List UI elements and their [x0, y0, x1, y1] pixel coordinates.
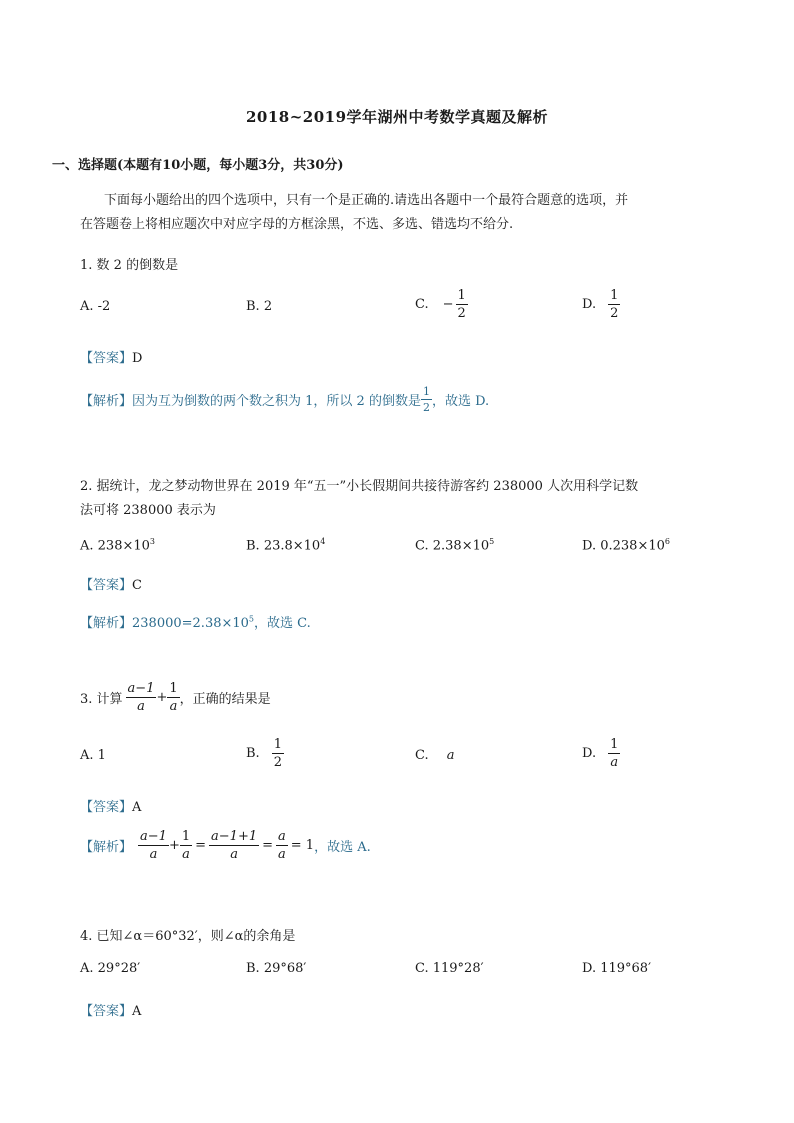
explain-tag: 【解析】: [80, 616, 133, 631]
q3-stem-fraction-2: [167, 682, 179, 713]
q3-explain-fraction-1: [138, 830, 169, 861]
q2-option-b-exponent: 4: [320, 537, 326, 546]
q3-option-b-label: B.: [246, 746, 260, 761]
q2-option-c[interactable]: [415, 537, 494, 553]
q3-explain-fraction-2-numerator: 1: [181, 829, 191, 844]
q3-explanation: [80, 830, 371, 861]
q2-option-d-exponent: 6: [664, 537, 670, 546]
q3-option-d-numerator: 1: [610, 737, 619, 752]
q2-explanation: [80, 612, 311, 631]
q2-explain-tail: ，故选 C.: [254, 616, 311, 631]
q3-stem-fraction-1-denominator: a: [137, 699, 145, 714]
question-4-stem: 4. 已知∠α＝60°32′，则∠α的余角是: [80, 929, 296, 944]
q3-stem-fraction-2-numerator: 1: [169, 681, 178, 696]
q3-answer: [80, 796, 141, 815]
q1-explain-text: 因为互为倒数的两个数之积为 1，所以 2 的倒数是: [132, 394, 421, 409]
q3-stem-plus: +: [156, 690, 168, 705]
q3-explain-fraction-3-denominator: a: [230, 847, 238, 862]
q2-option-b-base: B. 23.8×10: [246, 538, 321, 554]
q3-option-c[interactable]: [415, 748, 455, 763]
q2-option-c-base: C. 2.38×10: [415, 538, 490, 554]
q3-explain-plus: +: [168, 838, 180, 853]
q2-option-a-base: A. 238×10: [80, 538, 150, 554]
q2-explain-base: 238000=2.38×10: [132, 616, 249, 631]
q3-option-c-value: a: [446, 748, 455, 763]
q1-option-c-sign: −: [442, 297, 454, 312]
question-3-stem: [80, 682, 271, 713]
instructions-line-1: 下面每小题给出的四个选项中，只有一个是正确的.请选出各题中一个最符合题意的选项，并: [104, 193, 629, 208]
page-title: 2018~2019学年湖州中考数学真题及解析: [245, 108, 549, 126]
q3-explain-equals-2: =: [262, 838, 274, 853]
answer-tag: 【答案】: [80, 578, 133, 593]
q1-answer: [80, 347, 142, 366]
q2-option-c-exponent: 5: [489, 537, 495, 546]
q2-answer: [80, 574, 142, 593]
q2-option-d-base: D. 0.238×10: [582, 538, 665, 554]
q1-option-d-numerator: 1: [610, 288, 619, 303]
q3-explain-fraction-4-numerator: a: [278, 829, 286, 844]
q1-option-c-fraction: [456, 289, 468, 320]
q3-stem-fraction-2-denominator: a: [169, 699, 178, 714]
q1-option-d-fraction: [608, 289, 620, 320]
q1-option-a[interactable]: A. -2: [80, 299, 111, 314]
question-2-stem-line-2: 法可将 238000 表示为: [80, 503, 216, 518]
q1-explain-tail: ，故选 D.: [431, 394, 490, 409]
q2-option-a[interactable]: [80, 537, 155, 553]
q3-option-d-label: D.: [582, 746, 597, 761]
q2-option-b[interactable]: [246, 537, 325, 553]
answer-tag: 【答案】: [80, 1004, 133, 1019]
q3-answer-value: A: [132, 800, 142, 815]
q3-stem-fraction-1: [126, 682, 157, 713]
question-2-stem-line-1: 2. 据统计，龙之梦动物世界在 2019 年“五一”小长假期间共接待游客约 238000 人次用科学记数: [80, 479, 639, 494]
q3-option-b[interactable]: [246, 738, 284, 769]
q3-explain-fraction-4-denominator: a: [278, 847, 286, 862]
q1-explanation: [80, 386, 489, 413]
q4-option-d[interactable]: D. 119°68′: [582, 961, 652, 976]
q4-option-a[interactable]: A. 29°28′: [80, 961, 141, 976]
q1-option-c-denominator: 2: [457, 306, 466, 321]
q3-option-a[interactable]: A. 1: [80, 748, 106, 763]
q3-option-c-label: C.: [415, 748, 429, 763]
q1-option-c-label: C.: [415, 297, 429, 312]
q3-option-d-fraction: [608, 738, 620, 769]
q1-option-c-numerator: 1: [457, 288, 466, 303]
q1-option-c[interactable]: [415, 289, 468, 320]
q3-explain-fraction-3-numerator: a−1+1: [211, 829, 258, 844]
q1-explain-fraction: [421, 386, 432, 413]
q3-option-b-denominator: 2: [273, 755, 282, 770]
q3-explain-equals-1: =: [195, 838, 207, 853]
answer-tag: 【答案】: [80, 800, 133, 815]
question-1-stem: 1. 数 2 的倒数是: [80, 258, 179, 273]
q2-option-a-exponent: 3: [149, 537, 155, 546]
q4-option-c[interactable]: C. 119°28′: [415, 961, 484, 976]
q3-stem-suffix: ，正确的结果是: [179, 692, 271, 707]
q1-option-b[interactable]: B. 2: [246, 299, 273, 314]
q3-option-b-fraction: [272, 738, 284, 769]
q3-explain-fraction-4: [276, 830, 288, 861]
instructions-line-2: 在答题卷上将相应题次中对应字母的方框涂黑，不选、多选、错选均不给分.: [80, 217, 514, 232]
q3-explain-fraction-1-numerator: a−1: [140, 829, 167, 844]
explain-tag: 【解析】: [80, 394, 133, 409]
q3-option-b-numerator: 1: [273, 737, 282, 752]
q1-option-d[interactable]: [582, 289, 620, 320]
q1-option-d-label: D.: [582, 297, 597, 312]
q3-explain-tail: ，故选 A.: [314, 840, 371, 855]
q3-stem-prefix: 3. 计算: [80, 692, 123, 707]
q1-explain-denominator: 2: [422, 401, 430, 414]
q2-option-d[interactable]: [582, 537, 670, 553]
answer-tag: 【答案】: [80, 351, 133, 366]
q3-option-d-denominator: a: [610, 755, 619, 770]
q3-explain-fraction-2-denominator: a: [182, 847, 190, 862]
q3-option-d[interactable]: [582, 738, 620, 769]
q3-stem-fraction-1-numerator: a−1: [127, 681, 155, 696]
q3-explain-equals-3: = 1: [290, 838, 315, 853]
q3-explain-fraction-2: [180, 830, 192, 861]
q2-explain-exponent: 5: [248, 614, 255, 624]
q1-explain-numerator: 1: [422, 385, 430, 398]
q4-answer: [80, 1000, 141, 1019]
explain-tag: 【解析】: [80, 840, 133, 855]
q3-explain-fraction-3: [209, 830, 259, 861]
q1-option-d-denominator: 2: [610, 306, 619, 321]
q1-answer-value: D: [132, 351, 143, 366]
section-heading: 一、选择题(本题有10小题，每小题3分，共30分): [52, 158, 344, 173]
q4-option-b[interactable]: B. 29°68′: [246, 961, 307, 976]
q4-answer-value: A: [132, 1004, 142, 1019]
q3-explain-fraction-1-denominator: a: [149, 847, 158, 862]
q2-answer-value: C: [132, 578, 142, 593]
